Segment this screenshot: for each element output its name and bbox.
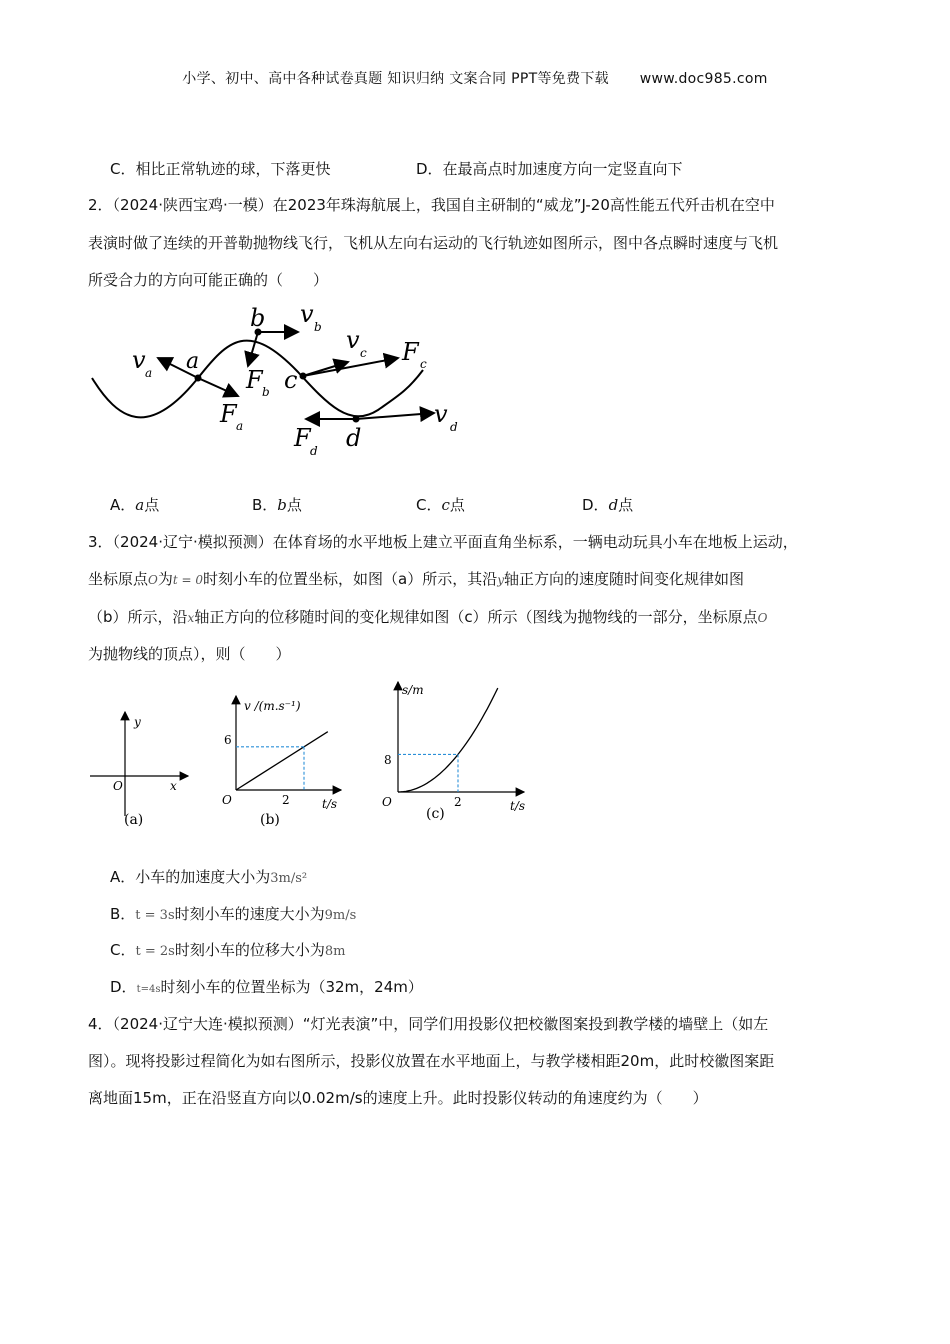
label-v-a: v <box>132 346 146 374</box>
fig-c-curve <box>398 688 498 792</box>
fig-c-x-tick: 2 <box>454 795 462 809</box>
label-f-b-sub: b <box>262 385 270 399</box>
fig-b-y-label: v /(m.s⁻¹) <box>244 699 301 713</box>
fig-b-x-tick: 2 <box>282 793 290 807</box>
q2-option-b: B．b点 <box>252 496 302 514</box>
q2-stem-line3: 所受合力的方向可能正确的（ ） <box>88 271 329 289</box>
label-v-b-sub: b <box>314 320 322 334</box>
label-v-a-sub: a <box>145 366 153 380</box>
q3-stem-line1: 3．（2024·辽宁·模拟预测）在体育场的水平地板上建立平面直角坐标系，一辆电动玩具小车在地板上运动， <box>88 533 798 551</box>
q3-figure-c <box>374 676 534 826</box>
label-f-d-sub: d <box>310 444 318 458</box>
label-v-c-sub: c <box>360 346 367 360</box>
label-f-a: F <box>220 400 237 428</box>
label-v-c: v <box>346 326 360 354</box>
q3-option-c: C．t = 2s时刻小车的位移大小为8m <box>110 941 346 959</box>
fig-c-caption: (c) <box>426 806 445 822</box>
fig-b-origin: O <box>222 793 232 807</box>
label-f-d: F <box>294 424 311 452</box>
force-arrow-b <box>248 332 258 366</box>
fig-a-x-label: x <box>170 779 177 793</box>
label-point-c: c <box>284 366 298 394</box>
fig-a-origin: O <box>113 779 123 793</box>
fig-c-y-label: s/m <box>402 683 424 697</box>
label-v-b: v <box>300 300 314 328</box>
q4-stem-line2: 图）。现将投影过程简化为如右图所示，投影仪放置在水平地面上，与教学楼相距20m，此时校徽图案距 <box>88 1052 775 1070</box>
q3-option-b: B．t = 3s时刻小车的速度大小为9m/s <box>110 905 357 923</box>
label-point-a: a <box>186 349 200 374</box>
q3-figure-a <box>84 706 194 830</box>
fig-b-caption: (b) <box>260 812 280 828</box>
label-f-a-sub: a <box>236 419 244 433</box>
label-f-c-sub: c <box>420 357 427 371</box>
q2-stem-line1: 2．（2024·陕西宝鸡·一模）在2023年珠海航展上，我国自主研制的“威龙”J-20高性能五代歼击机在空中 <box>88 196 775 214</box>
q2-option-c: C．c点 <box>416 496 465 514</box>
q3-option-a: A．小车的加速度大小为3m/s² <box>110 868 308 886</box>
force-arrow-a <box>198 378 238 396</box>
q3-stem-line2: 坐标原点O为t = 0时刻小车的位置坐标，如图（a）所示，其沿y轴正方向的速度随时间变化规律如图 <box>88 570 745 588</box>
label-point-b: b <box>250 304 266 332</box>
label-point-d: d <box>346 424 362 452</box>
label-v-d: v <box>434 400 448 428</box>
fig-c-x-label: t/s <box>510 799 526 813</box>
q2-stem-line2: 表演时做了连续的开普勒抛物线飞行，飞机从左向右运动的飞行轨迹如图所示，图中各点瞬时速度与飞机 <box>88 234 779 252</box>
label-f-b: F <box>246 366 263 394</box>
q1-option-d: D．在最高点时加速度方向一定竖直向下 <box>416 160 683 178</box>
fig-b-x-label: t/s <box>322 797 338 811</box>
header-site-link[interactable]: www.doc985.com <box>639 71 768 87</box>
force-arrow-c <box>303 358 398 376</box>
q3-option-d: D．t=4s时刻小车的位置坐标为（32m，24m） <box>110 978 423 996</box>
header-text: 小学、初中、高中各种试卷真题 知识归纳 文案合同 PPT等免费下载 <box>182 71 609 87</box>
q2-option-d: D．d点 <box>582 496 634 514</box>
label-f-c: F <box>402 338 419 366</box>
q3-stem-line4: 为抛物线的顶点），则（ ） <box>88 645 291 663</box>
q3-stem-line3: （b）所示，沿x轴正方向的位移随时间的变化规律如图（c）所示（图线为抛物线的一部分，坐标原点O <box>88 608 768 626</box>
q2-option-a: A．a点 <box>110 496 160 514</box>
fig-c-origin: O <box>382 795 392 809</box>
q1-option-c: C．相比正常轨迹的球，下落更快 <box>110 160 331 178</box>
fig-c-y-tick: 8 <box>384 753 392 767</box>
q4-stem-line3: 离地面15m，正在沿竖直方向以0.02m/s的速度上升。此时投影仪转动的角速度约为（ ） <box>88 1089 708 1107</box>
fig-a-y-label: y <box>134 715 141 729</box>
q3-figure-b <box>216 690 346 830</box>
q4-stem-line1: 4．（2024·辽宁大连·模拟预测）“灯光表演”中，同学们用投影仪把校徽图案投到教学楼的墙壁上（如左 <box>88 1015 769 1033</box>
fig-b-line <box>236 732 328 790</box>
fig-a-caption: (a) <box>124 812 144 828</box>
q2-trajectory-figure <box>88 300 468 470</box>
label-v-d-sub: d <box>450 420 458 434</box>
page-header <box>0 68 950 88</box>
fig-b-y-tick: 6 <box>224 733 232 747</box>
